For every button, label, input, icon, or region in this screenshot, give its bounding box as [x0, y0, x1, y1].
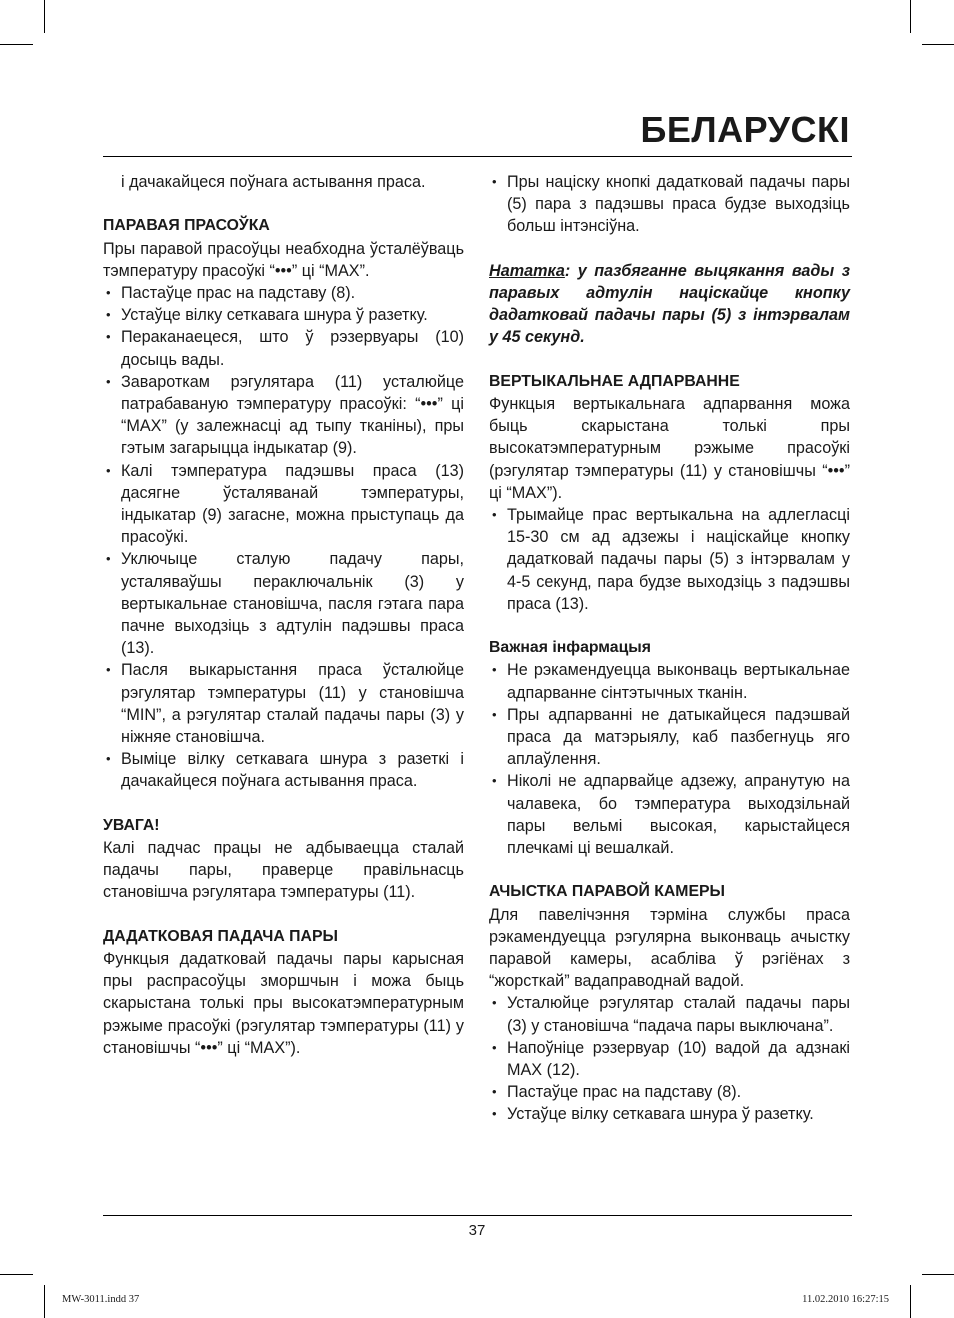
- page-title: БЕЛАРУСКІ: [640, 109, 850, 150]
- print-timestamp: 11.02.2010 16:27:15: [802, 1294, 889, 1305]
- vertical-steam-list: [489, 504, 850, 615]
- list-item: • Трымайце прас вертыкальна на адлегласці 15-30 см ад адзежы і націскайце кнопку дадатковай падачы пары (5) з інтэрвалам у 4-5 секунд, пара будзе выходзіць з падэшвы праса (13).: [489, 504, 850, 615]
- attention-heading: УВАГА!: [103, 816, 160, 834]
- list-item: • Напоўніце рэзервуар (10) вадой да адзнакі MAX (12).: [489, 1037, 850, 1081]
- list-item: • Пасля выкарыстання праса ўсталюйце рэгулятар тэмпературы (11) у становішча “MIN”, а рэгулятар сталай падачы пары (3) у ніжняе становішча.: [103, 659, 464, 748]
- list-item: • Пераканаецеся, што ў рэзервуары (10) досыць вады.: [103, 326, 464, 370]
- cleaning-heading: АЧЫСТКА ПАРАВОЙ КАМЕРЫ: [489, 883, 725, 901]
- list-item: • Ніколі не адпарвайце адзежу, апранутую на чалавека, бо тэмпература выходзільнай пары вельмі высокая, карыстайцеся плечкамі ці вешалкай.: [489, 770, 850, 859]
- file-slug: MW-3011.indd 37: [62, 1294, 140, 1305]
- list-item: • Калі тэмпература падэшвы праса (13) дасягне ўсталяванай тэмпературы, індыкатар (9) загасне, можна прыступаць да прасоўкі.: [103, 460, 464, 549]
- intro-text: і дачакайцеся поўнага астывання праса.: [121, 173, 426, 191]
- list-item: • Выміце вілку сеткавага шнура з разеткі і дачакайцеся поўнага астывання праса.: [103, 748, 464, 792]
- crop-mark: [0, 1274, 33, 1275]
- list-item: • Устаўце вілку сеткавага шнура ў разетку.: [103, 304, 464, 326]
- list-item: • Пастаўце прас на падставу (8).: [103, 282, 464, 304]
- steam-ironing-text: Пры паравой прасоўцы неабходна ўсталёўваць тэмпературу прасоўкі “•••” ці “MAX”.: [103, 239, 464, 280]
- steam-boost-heading: ДАДАТКОВАЯ ПАДАЧА ПАРЫ: [103, 927, 338, 945]
- note-text: [489, 260, 850, 349]
- attention-text: Калі падчас працы не адбываецца сталай падачы пары, праверце правільнасць становішча рэгулятара тэмпературы (11).: [103, 839, 464, 902]
- crop-mark: [922, 1274, 954, 1275]
- list-item: • Пры націску кнопкі дадатковай падачы пары (5) пара з падэшвы праса будзе выходзіць больш інтэнсіўна.: [489, 171, 850, 238]
- crop-mark: [922, 44, 954, 45]
- crop-mark: [910, 0, 911, 33]
- list-item: • Завароткам рэгулятара (11) усталюйце патрабаваную тэмпературу прасоўкі: “•••” ці “MAX” (у залежнасці ад тыпу тканіны), пры гэтым загарыцца індыкатар (9).: [103, 371, 464, 460]
- steam-ironing-heading: ПАРАВАЯ ПРАСОЎКА: [103, 217, 270, 235]
- cleaning-list: [489, 992, 850, 1125]
- crop-mark: [44, 0, 45, 33]
- left-column: [103, 171, 464, 1059]
- steam-boost-text: Функцыя дадатковай падачы пары карысная пры распрасоўцы зморшчын і можа быць скарыстана толькі пры высокатэмпературным рэжыме прасоўкі (рэгулятар тэмпературы (11) у становішчы “•••” ці “MAX”).: [103, 950, 464, 1057]
- steam-ironing-list: [103, 282, 464, 793]
- header-rule: [103, 156, 852, 157]
- list-item: • Не рэкамендуецца выконваць вертыкальнае адпарванне сінтэтычных тканін.: [489, 659, 850, 703]
- note-body: : у пазбяганне выцякання вады з паравых адтулін націскайце кнопку дадатковай падачы пары (5) з інтэрвалам у 45 секунд.: [489, 261, 850, 347]
- vertical-steam-heading: ВЕРТЫКАЛЬНАЕ АДПАРВАННЕ: [489, 372, 740, 390]
- list-item: • Усталюйце рэгулятар сталай падачы пары (3) у становішча “падача пары выключана”.: [489, 992, 850, 1036]
- crop-mark: [44, 1285, 45, 1318]
- steam-boost-list: [489, 171, 850, 238]
- important-info-heading: Важная інфармацыя: [489, 639, 651, 657]
- footer-rule: [103, 1215, 852, 1216]
- crop-mark: [0, 44, 33, 45]
- cleaning-text: Для павелічэння тэрміна службы праса рэкамендуецца рэгулярна выконваць ачыстку паравой камеры, асабліва ў рэгіёнах з “жорсткай” вадаправоднай вадой.: [489, 905, 850, 991]
- crop-mark: [910, 1285, 911, 1318]
- list-item: • Устаўце вілку сеткавага шнура ў разетку.: [489, 1103, 850, 1125]
- note-label: Нататка: [489, 261, 565, 280]
- page-number: 37: [468, 1222, 486, 1239]
- important-info-list: [489, 659, 850, 859]
- list-item: • Пастаўце прас на падставу (8).: [489, 1081, 850, 1103]
- list-item: • Уключыце сталую падачу пары, усталяваўшы пераключальнік (3) у вертыкальнае становішча, пасля гэтага пара пачне выходзіць з адтулін падэшвы праса (13).: [103, 548, 464, 659]
- right-column: [489, 171, 850, 1126]
- list-item: • Пры адпарванні не датыкайцеся падэшвай праса да матэрыялу, каб пазбегнуць яго аплаўлення.: [489, 704, 850, 771]
- vertical-steam-text: Функцыя вертыкальнага адпарвання можа быць скарыстана толькі пры высокатэмпературным рэжыме прасоўкі (рэгулятар тэмпературы (11) у становішчы “•••” ці “MAX”).: [489, 395, 850, 502]
